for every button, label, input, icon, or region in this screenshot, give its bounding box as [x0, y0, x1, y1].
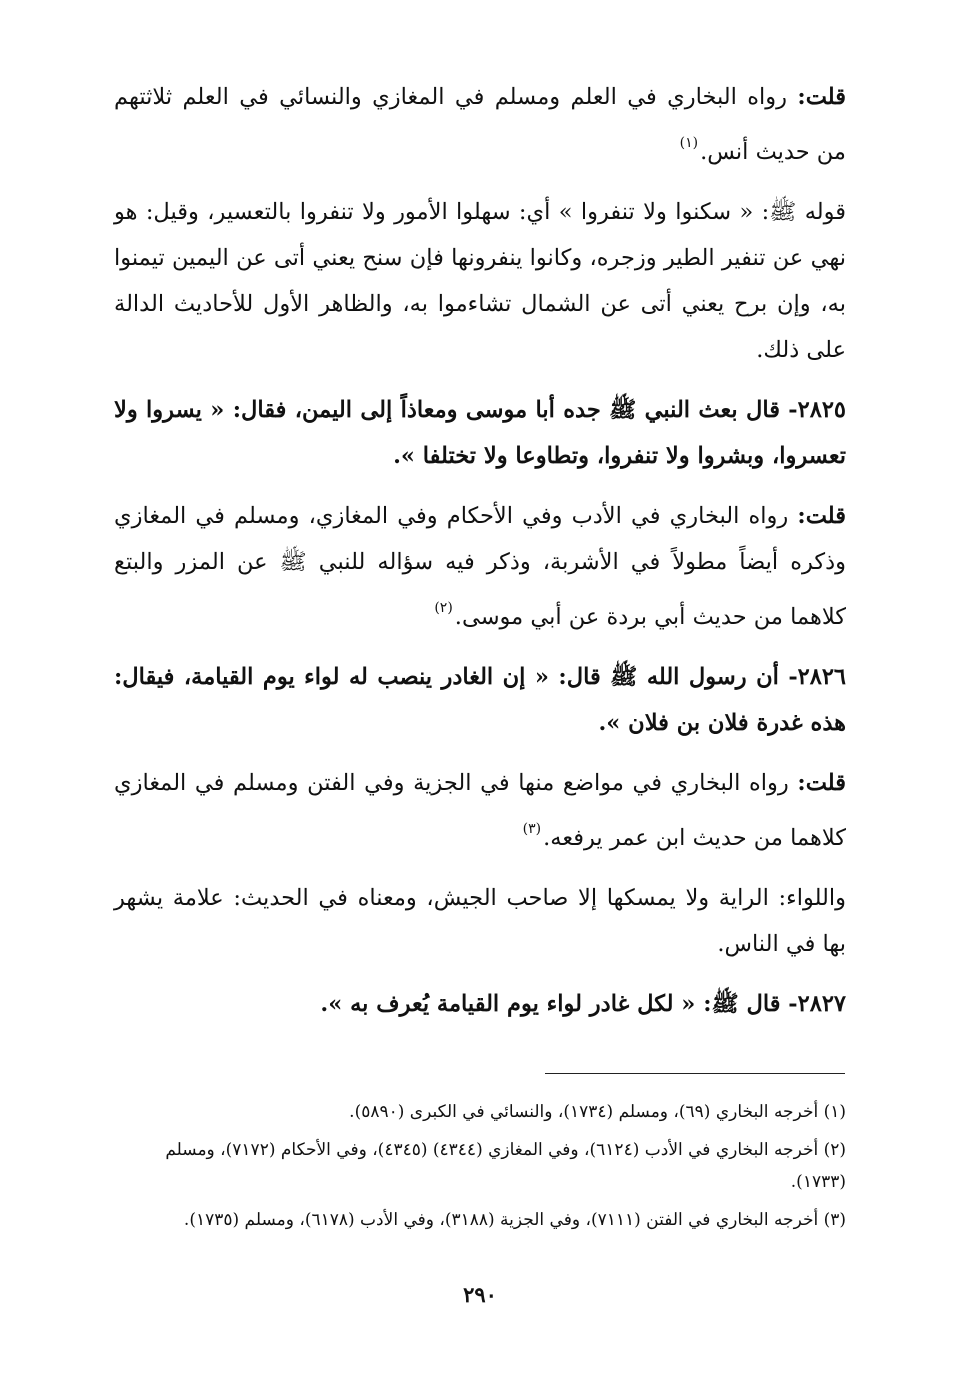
commentary-lead: قلت:: [797, 84, 846, 110]
page-number: ٢٩٠: [463, 1282, 497, 1307]
main-text: [114, 74, 846, 1041]
footnote-2: (٢) أخرجه البخاري في الأدب (٦١٢٤)، وفي المغازي (٤٣٤٤) (٤٣٤٥)، وفي الأحكام (٧١٧٢)، ومسلم (١٧٣٣).: [165, 1140, 846, 1192]
commentary-paragraph: [114, 493, 846, 640]
explanation-text: واللواء: الراية ولا يمسكها إلا صاحب الجيش، ومعناه في الحديث: علامة يشهر بها في الناس.: [114, 885, 846, 957]
hadith-2825: [114, 387, 846, 479]
commentary-lead: قلت:: [797, 503, 846, 529]
footnotes: [114, 1096, 846, 1242]
hadith-2826: [114, 654, 846, 746]
explanation-paragraph: [114, 189, 846, 373]
hadith-2827: [114, 981, 846, 1027]
commentary-text: رواه البخاري في الأدب وفي الأحكام وفي المغازي، ومسلم في المغازي وذكره أيضاً مطولاً في الأشربة، وذكر فيه سؤاله للنبي ﷺ عن المزر والبتع كلاهما من حديث أبي بردة عن أبي موسى.: [114, 503, 846, 630]
footnote-3: (٣) أخرجه البخاري في الفتن (٧١١١)، وفي الجزية (٣١٨٨)، وفي الأدب (٦١٧٨)، ومسلم (١٧٣٥).: [183, 1210, 846, 1230]
footnote-ref: (٣): [522, 821, 542, 837]
commentary-text: رواه البخاري في مواضع منها في الجزية وفي الفتن ومسلم في المغازي كلاهما من حديث ابن عمر يرفعه.: [114, 770, 846, 851]
commentary-lead: قلت:: [797, 770, 846, 796]
commentary-text: رواه البخاري في العلم ومسلم في المغازي والنسائي في العلم ثلاثتهم من حديث أنس.: [114, 84, 846, 165]
explanation-paragraph: [114, 875, 846, 967]
hadith-text: ٢٨٢٦- أن رسول الله ﷺ قال: « إن الغادر ينصب له لواء يوم القيامة، فيقال: هذه غدرة فلان بن فلان ».: [114, 664, 846, 736]
hadith-text: ٢٨٢٥- قال بعث النبي ﷺ جده أبا موسى ومعاذاً إلى اليمن، فقال: « يسروا ولا تعسروا، وبشروا ولا تنفروا، وتطاوعا ولا تختلفا ».: [114, 397, 846, 469]
explanation-text: قوله ﷺ: « سكنوا ولا تنفروا » أي: سهلوا الأمور ولا تنفروا بالتعسير، وقيل: هو نهي عن تنفير الطير وزجره، وكانوا ينفرونها فإن سنح يعني أتى عن اليمين تيمنوا به، وإن برح يعني أتى عن الشمال تشاءموا به، والظاهر الأول للأحاديث الدالة على ذلك.: [114, 199, 846, 363]
footnote-separator: [545, 1073, 845, 1074]
footnote-1: (١) أخرجه البخاري (٦٩)، ومسلم (١٧٣٤)، والنسائي في الكبرى (٥٨٩٠).: [349, 1102, 846, 1122]
footnote-ref: (١): [679, 135, 699, 151]
hadith-text: ٢٨٢٧- قال ﷺ: « لكل غادر لواء يوم القيامة يُعرف به ».: [320, 991, 846, 1017]
commentary-paragraph: [114, 760, 846, 861]
commentary-paragraph: [114, 74, 846, 175]
footnote-ref: (٢): [434, 600, 453, 616]
